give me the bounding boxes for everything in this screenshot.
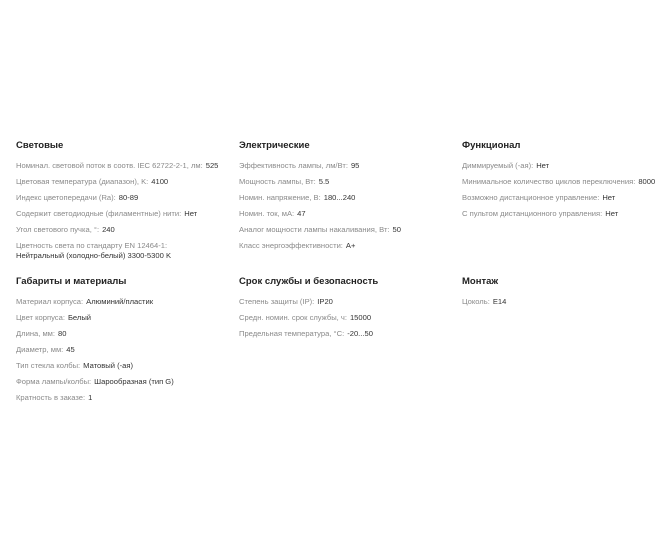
spec-row-remote-included [462,209,655,219]
spec-label: Материал корпуса: [16,297,84,306]
spec-value: IP20 [317,297,333,306]
spec-row-energy-class [239,241,401,251]
spec-value: 5.5 [318,177,330,186]
spec-row-beam-angle [16,225,218,235]
spec-value: 8000 [638,177,656,186]
section-title: Электрические [239,140,310,151]
spec-row-voltage [239,193,401,203]
spec-row-bulb-shape [16,377,174,387]
spec-value: Шарообразная (тип G) [94,377,174,386]
section-title: Габариты и материалы [16,276,127,287]
spec-row-ip-rating [239,297,378,307]
spec-label: Класс энергоэффективности: [239,241,343,250]
spec-label: Номинал. световой поток в соотв. IEC 62722-2-1, лм: [16,161,203,170]
spec-value: 240 [102,225,115,234]
spec-row-remote-control [462,193,655,203]
spec-value: 4100 [151,177,169,186]
spec-row-glass-type [16,361,174,371]
spec-value: -20...50 [347,329,373,338]
spec-label: Тип стекла колбы: [16,361,81,370]
spec-label: Цветность света по стандарту EN 12464-1: [16,241,168,250]
spec-label: Кратность в заказе: [16,393,86,402]
section-title: Срок службы и безопасность [239,276,379,287]
spec-row-diameter [16,345,174,355]
spec-value: 15000 [349,313,372,322]
spec-label: Угол светового пучка, °: [16,225,100,234]
section-title: Монтаж [462,276,499,287]
section-functional [462,140,655,225]
spec-label: Аналог мощности лампы накаливания, Вт: [239,225,390,234]
section-mounting [462,276,506,313]
spec-label: Предельная температура, °C: [239,329,345,338]
spec-row-temperature-limit [239,329,378,339]
spec-row-length [16,329,174,339]
spec-label: Средн. номин. срок службы, ч: [239,313,347,322]
spec-row-switch-cycles [462,177,655,187]
spec-row-cri [16,193,218,203]
spec-value: Нет [536,161,550,170]
spec-row-light-color [16,241,216,260]
spec-label: С пультом дистанционного управления: [462,209,603,218]
spec-value: 45 [66,345,75,354]
spec-row-color-temperature [16,177,218,187]
spec-label: Цветовая температура (диапазон), K: [16,177,149,186]
spec-label: Возможно дистанционное управление: [462,193,600,202]
spec-value: 47 [297,209,306,218]
spec-value: 525 [205,161,219,170]
spec-row-incandescent-equivalent [239,225,401,235]
section-title: Световые [16,140,64,151]
spec-value: Белый [67,313,92,322]
spec-label: Диаметр, мм: [16,345,64,354]
spec-label: Мощность лампы, Вт: [239,177,316,186]
spec-value: 180...240 [323,193,356,202]
spec-value: Алюминий/пластик [86,297,154,306]
spec-value: 50 [392,225,401,234]
spec-label: Номин. напряжение, В: [239,193,321,202]
spec-row-dimmable [462,161,655,171]
spec-row-base [462,297,506,307]
spec-row-efficiency [239,161,401,171]
spec-row-service-life [239,313,378,323]
spec-row-body-color [16,313,174,323]
spec-row-current [239,209,401,219]
spec-value: Нет [605,209,619,218]
spec-label: Цоколь: [462,297,490,306]
spec-value: Матовый (-ая) [83,361,134,370]
spec-value: 80 [58,329,67,338]
spec-label: Индекс цветопередачи (Ra): [16,193,116,202]
spec-value: E14 [492,297,507,306]
section-light [16,140,218,267]
spec-label: Содержит светодиодные (филаментные) нити: [16,209,182,218]
spec-value: 1 [88,393,93,402]
spec-label: Форма лампы/колбы: [16,377,92,386]
spec-label: Цвет корпуса: [16,313,65,322]
section-lifetime [239,276,378,345]
spec-value: Нейтральный (холодно-белый) 3300-5300 K [16,250,172,260]
spec-value: Нет [184,209,198,218]
spec-row-body-material [16,297,174,307]
spec-row-luminous-flux [16,161,218,171]
spec-row-power [239,177,401,187]
spec-value: Нет [602,193,616,202]
spec-value: 95 [350,161,360,170]
spec-label: Диммируемый (-ая): [462,161,534,170]
spec-value: A+ [345,241,356,250]
spec-label: Номин. ток, мА: [239,209,295,218]
spec-label: Длина, мм: [16,329,56,338]
spec-label: Минимальное количество циклов переключения: [462,177,636,186]
spec-label: Степень защиты (IP): [239,297,315,306]
section-dimensions [16,276,174,409]
spec-row-filament [16,209,218,219]
spec-row-order-multiple [16,393,174,403]
section-electrical [239,140,401,257]
spec-label: Эффективность лампы, лм/Вт: [239,161,348,170]
section-title: Функционал [462,140,521,151]
spec-value: 80-89 [118,193,139,202]
